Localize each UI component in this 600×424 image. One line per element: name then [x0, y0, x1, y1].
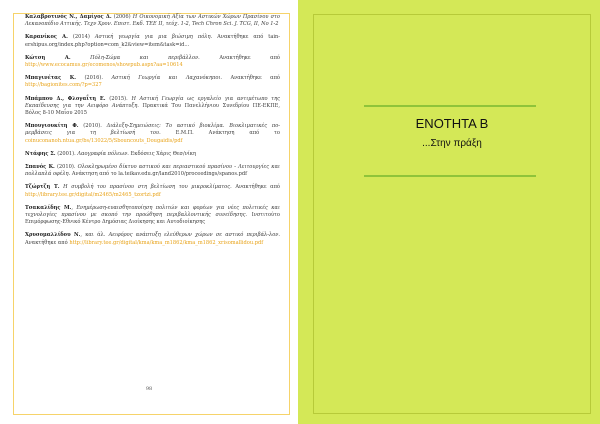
reference-meta: (2016).	[76, 75, 112, 82]
reference-title: Λαογραφία πόλεων.	[77, 150, 129, 157]
reference-title: Η Οικονομική Αξία των Αστικών Χώρων Πρασίνου στο Λεκανοπέδιο Αττικής. Τεχν Χρον. Επιστ. Εκδ. ΤΕΕ ΙΙ, τεύχ. 1-2, Tech Chron Sci. J. TCG, ΙΙ, Νο 1-2	[25, 14, 280, 28]
reference-source: Ινστιτούτο Επιμόρφωσης-Εθνικό Κέντρο Δημόσιας Διοίκησης και Αυτοδιοίκησης	[25, 212, 280, 226]
reference-author: Καρανίκος Α.	[25, 34, 68, 41]
reference-title: Πόλη-Σώμα και περιβάλλον.	[90, 54, 200, 61]
reference-source: Ε.Μ.Π. Ανάκτηση από το	[160, 130, 280, 137]
reference-title: Η Αστική Γεωργία ως εργαλείο για αντιμέτωπο της Εκπαίδευσης για την Αειφόρο Ανάπτυξη.	[25, 95, 281, 109]
reference-meta: (2014)	[67, 34, 95, 41]
section-title: ΕΝΟΤΗΤΑ Β	[415, 116, 489, 131]
reference-source: Ανακτήθηκε από	[25, 239, 70, 246]
reference-item	[25, 34, 280, 48]
reference-item	[25, 75, 280, 89]
reference-source: Ανακτήθηκε από tain-ershipus.org/index.php?option=com_k2&view=item&task=id...	[25, 34, 280, 48]
left-page	[0, 0, 298, 424]
reference-meta	[71, 55, 91, 61]
reference-title: Αειφόρος ανάπτυξη ελεύθερων χώρων σε αστικό περιβάλ-λον.	[108, 232, 281, 239]
reference-link[interactable]: http://library.tee.gr/digital/kma/kma_m1862/kma_m1862_xrisomallidou.pdf	[69, 239, 264, 246]
reference-author: Κώτση Α.	[25, 54, 71, 61]
reference-item	[25, 55, 280, 69]
reference-item	[25, 14, 280, 28]
reference-meta: ,	[71, 204, 77, 211]
top-divider	[364, 105, 536, 107]
reference-title: Αστική γεωργία για μια βιώσιμη πόλη.	[94, 34, 213, 41]
reference-title: Αστική Γεωργία και Λαχανόκηποι.	[111, 75, 223, 82]
reference-title: Ενημέρωση-ευαισθητοποίηση πολιτών και φορέων για νέες πολιτικές και τεχνολογίες πρασίνου με σκοπό την προώθηση περιβαλλοντικής συνείδησης.	[25, 204, 280, 219]
reference-source: Πρακτικά Του Πανελλήνιου Συνεδρίου ΠΕ-ΕΚΠΕ, Βόλος 8-10 Μαΐου 2015	[25, 102, 280, 117]
reference-list	[25, 14, 280, 253]
reference-author: Μπάμπου Δ., Φλογαΐτη Ε.	[25, 95, 106, 102]
reference-author: Μπαγινέτας Κ.	[25, 75, 76, 82]
reference-meta: (2010).	[78, 123, 107, 130]
reference-source: Ανακτήθηκε από	[231, 184, 280, 191]
reference-meta: , και άλ.	[80, 232, 109, 239]
bottom-divider	[364, 175, 536, 177]
reference-meta: (2015).	[105, 95, 132, 102]
reference-link[interactable]: coinuconanoh.ntua.gr/bs/13022/5/Sbouncouts_Dougaidis/pdf	[25, 137, 183, 144]
reference-source: Ανάκτηση από το la.teikav.edu.gr/land2010/proceedings/spanos.pdf	[70, 171, 247, 178]
reference-title: Ολοκληρωμένο δίκτυο αστικού και περιαστικού πρασίνου - Λειτουργίες και πολλαπλά οφέλη.	[25, 164, 281, 178]
reference-author: Καλαβροτινός Ν., Δαμίγος Δ.	[25, 14, 112, 20]
reference-item	[25, 232, 280, 246]
reference-item	[25, 205, 280, 227]
right-page	[304, 0, 600, 424]
reference-title: Διάλεξη-Σημειώσεις: Το αστικό βιοκλίμα. Βιοκλιματικές πο-μεμβάσεις για τη βελτίωσή του.	[25, 123, 280, 137]
reference-item	[25, 123, 280, 145]
reference-source: Ανακτήθηκε από	[199, 54, 280, 61]
reference-author: Χρυσομαλλίδου Ν.	[25, 232, 81, 239]
reference-link[interactable]: http://library.tee.gr/digital/m2465/m2465_tzortzi.pdf	[25, 191, 161, 198]
reference-source: Ανακτήθηκε από	[222, 75, 280, 82]
reference-item	[25, 164, 280, 178]
reference-author: Τζώρτζη Τ.	[25, 184, 60, 191]
reference-meta: (2006)	[111, 14, 133, 20]
reference-author: Σπανός Κ.	[25, 164, 55, 171]
section-subtitle: ...Στην πράξη	[422, 138, 482, 149]
reference-item	[25, 151, 280, 158]
reference-author: Μπουγιουκίτη Φ.	[25, 123, 79, 130]
reference-author: Τσακαλίδης Μ.	[25, 204, 72, 211]
reference-item	[25, 184, 280, 198]
reference-item	[25, 96, 280, 118]
reference-source: Εκδόσεις Χάρις Θεσ/νίκη	[128, 150, 197, 157]
reference-meta: (2010).	[54, 164, 78, 171]
reference-author: Ντάφης Σ.	[25, 150, 56, 157]
right-page-frame	[313, 14, 591, 414]
reference-link[interactable]: http://bagionites.com/?p=327	[25, 82, 102, 89]
page-number: 98	[145, 386, 153, 392]
reference-title: Η συμβολή του πρασίνου στη βελτίωση του μικροκλίματος.	[63, 184, 232, 191]
reference-meta: (2001).	[55, 150, 78, 157]
reference-link[interactable]: http://www.ecocamus.gr/ecomenos/showpub.aspx?aa=10614	[25, 62, 183, 69]
